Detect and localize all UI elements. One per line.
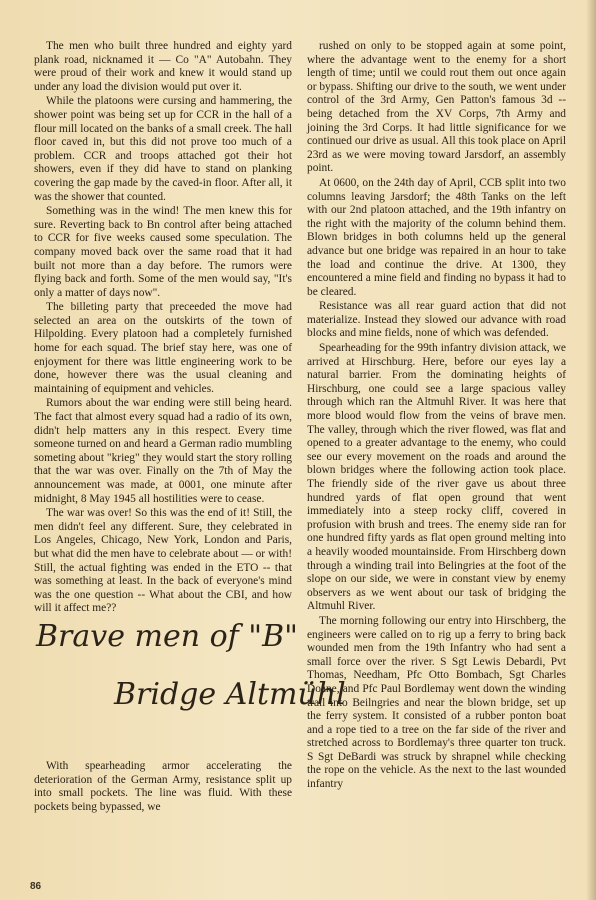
article-title	[34, 618, 346, 750]
paragraph: Spearheading for the 99th infantry division attack, we arrived at Hirschburg. Here, before our eyes lay a natural barrier. From the dominating heights of Hirschburg, one could see a large spacious valley through which ran the Altmuhl River. It was here that more blood would flow from the veins of brave men. The valley, through which the river flowed, was flat and opened to a greater advantage to the enemy, who could see our every movement on the roads and around the blown bridges where the following action took place. The friendly side of the river gave us about three hundred yards of flat open ground that went immediately into a steep rocky cliff, covered in profusion with brush and trees. The enemy side ran for one hundred fifty yards as flat open ground melting into a heavily wooded mountainside. From Hirschberg down through a winding trail into Belingries at the foot of the slope on our side, we were in constant view by enemy observers as we went about our task of bridging the Altmuhl River.	[307, 342, 566, 613]
paragraph: While the platoons were cursing and hammering, the shower point was being set up for CCR in the hall of a flour mill located on the banks of a small creek. The hall floor caved in, but this did not prove too much of a problem. CCR and troops attached got their hot showers, even if they did have to stand on planking covering the gap made by the caved-in floor. After all, it was the shower that counted.	[34, 95, 292, 203]
title-line-2: Bridge Altmühl	[114, 676, 346, 712]
paragraph: rushed on only to be stopped again at some point, where the advantage went to the enemy for a short length of time; until we could rout them out once again or bypass. Shifting our drive to the south, we went under control of the 3rd Army, Gen Patton's famous 3d -- being detached from the XV Corps, 7th Army and joining the 3rd Corps. It had little significance for we continued our drive as usual. All this took place on April 23rd as we were moving toward Jarsdorf, an assembly point.	[307, 40, 566, 175]
paragraph: With spearheading armor accelerating the deterioration of the German Army, resistance split up into small pockets. The line was fluid. With these pockets being bypassed, we	[34, 759, 292, 813]
title-line-1: Brave men of "B"	[36, 618, 298, 654]
right-column	[307, 40, 566, 793]
paragraph: Something was in the wind! The men knew this for sure. Reverting back to Bn control after being attached to CCR for five weeks caused some speculation. The company moved back over the same road that it had built not more than a day before. The rumors were flying back and forth. Some of the men would say, "It's only a matter of days now".	[34, 205, 292, 299]
page-number: 86	[30, 881, 42, 892]
paragraph: Rumors about the war ending were still being heard. The fact that almost every squad had a radio of its own, didn't help matters any in this respect. Every time someone turned on and heard a German radio mumbling someting about "krieg" they would start the story rolling that the war was over. Finally on the 7th of May the announcement was made, at 0001, one minute after midnight, 8 May 1945 all hostilities were to cease.	[34, 397, 292, 505]
paragraph: The morning following our entry into Hirschberg, the engineers were called on to rig up a ferry to bring back wounded men from the 19th Infantry who had sent a small force over the river. S Sgt Lewis Debardi, Pvt Thomas, Needham, Pfc Otto Bombach, Sgt Charles Doane, and Pfc Paul Bordlemay went down the winding trail into Beilngries and near the blown bridge, set up the ferry system. It consisted of a rubber ponton boat and a rope tied to a tree on the far side of the river and stretched across to Bordlemay's three quarter ton truck. S Sgt DeBardi was struck by shrapnel while checking the rope on the vehicle. As the next to the last wounded infantry	[307, 614, 566, 791]
paragraph: The war was over! So this was the end of it! Still, the men didn't feel any different. Sure, they celebrated in Los Angeles, Chicago, New York, London and Paris, but what did the men have to celebrate about — or with! Still, the actual fighting was ended in the ETO -- that was something at least. In the back of everyone's mind was the one question -- What about the CBI, and how will it affect me??	[34, 507, 292, 615]
page-edge-shadow	[586, 0, 596, 900]
paragraph: At 0600, on the 24th day of April, CCB split into two columns leaving Jarsdorf; the 48th Tanks on the left with our 2nd platoon attached, and the 19th infantry on the right with the majority of the column behind them. Blown bridges in both columns held up the general advance but one bridge was repaired in an hour to take the load and continue the drive. At 1300, they encountered a mine field and finding no bypass it had to be cleared.	[307, 176, 566, 298]
left-column	[34, 40, 346, 815]
paragraph: The billeting party that preceeded the move had selected an area on the outskirts of the town of Hilpolding. Every platoon had a completely furnished home for each squad. The brief stay here, was one of enjoyment for there was little engineering work to be done, however there was the usual cleaning and maintaining of equipment and vehicles.	[34, 301, 292, 395]
paragraph: Resistance was all rear guard action that did not materialize. Instead they slowed our advance with road blocks and mine fields, none of which was defended.	[307, 300, 566, 340]
paragraph: The men who built three hundred and eighty yard plank road, nicknamed it — Co "A" Autobahn. They were proud of their work and knew it would stand up under any load the division would put over it.	[34, 40, 292, 93]
